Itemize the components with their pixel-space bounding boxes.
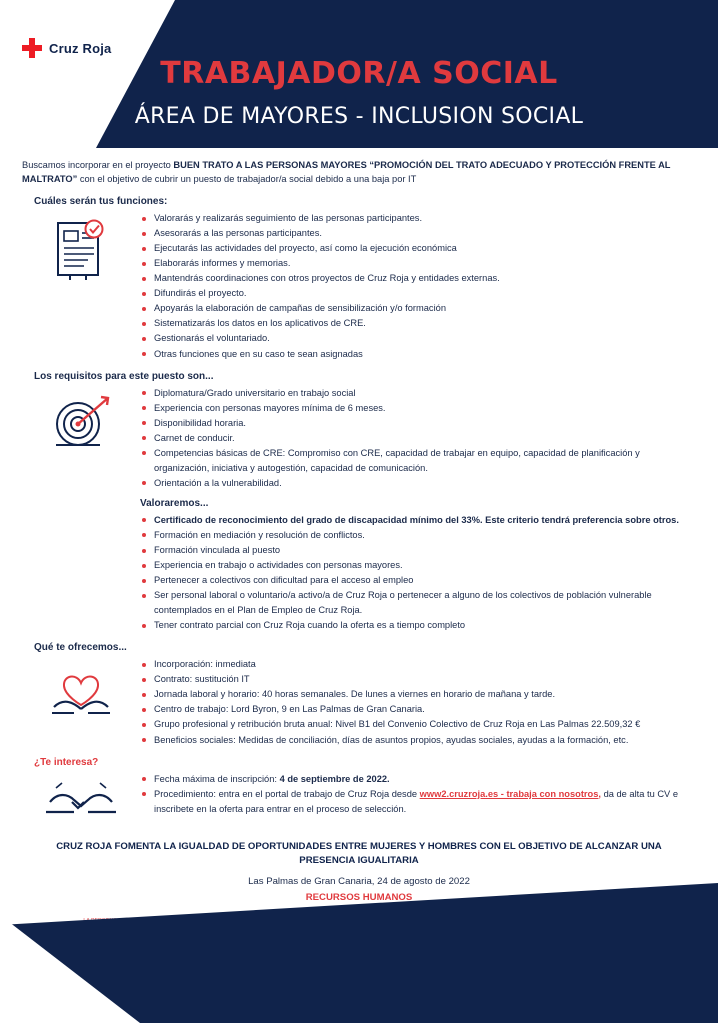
list-item: Carnet de conducir. <box>140 431 696 446</box>
intro-project-name: BUEN TRATO A LAS PERSONAS MAYORES “PROMOCIÓN DEL TRATO ADECUADO Y PROTECCIÓN FRENTE AL MALTRATO” <box>22 160 671 185</box>
equality-statement: CRUZ ROJA FOMENTA LA IGUALDAD DE OPORTUNIDADES ENTRE MUJERES Y HOMBRES CON EL OBJETIVO DE ALCANZAR UNA PRESENCIA IGUALITARIA <box>56 840 662 866</box>
list-item: Valorarás y realizarás seguimiento de las personas participantes. <box>140 211 696 226</box>
document-checklist-icon <box>22 211 140 283</box>
list-item: Incorporación: inmediata <box>140 657 696 672</box>
list-item: Formación vinculada al puesto <box>140 543 696 558</box>
list-item: Sistematizarás los datos en los aplicativos de CRE. <box>140 316 696 331</box>
list-item: Centro de trabajo: Lord Byron, 9 en Las Palmas de Gran Canaria. <box>140 702 696 717</box>
section-interesa <box>22 757 696 826</box>
section-requisitos-title: Los requisitos para este puesto son... <box>34 370 214 382</box>
place-date: Las Palmas de Gran Canaria, 24 de agosto de 2022 <box>248 876 470 888</box>
valoraremos-list <box>140 513 696 633</box>
list-item: Diplomatura/Grado universitario en trabajo social <box>140 386 696 401</box>
department-label: RECURSOS HUMANOS <box>305 892 413 904</box>
list-item-deadline <box>140 772 696 787</box>
list-item: Mantendrás coordinaciones con otros proyectos de Cruz Roja y entidades externas. <box>140 271 696 286</box>
list-item: Competencias básicas de CRE: Compromiso con CRE, capacidad de trabajar en equipo, capacidad de planificación y organización, iniciativa y autogestión, capacidad de comunicación. <box>140 446 696 476</box>
list-item: Pertenecer a colectivos con dificultad para el acceso al empleo <box>140 573 696 588</box>
intro-text-before: Buscamos incorporar en el proyecto <box>22 160 174 170</box>
section-interesa-title: ¿Te interesa? <box>34 756 99 768</box>
target-arrow-icon <box>22 386 140 452</box>
deadline-label: Fecha máxima de inscripción: <box>154 773 280 784</box>
list-item: Orientación a la vulnerabilidad. <box>140 476 696 491</box>
poster-header <box>0 0 718 148</box>
valoraremos-item-highlight: Certificado de reconocimiento del grado de discapacidad mínimo del 33%. Este criterio tendrá preferencia sobre otros. <box>154 514 679 525</box>
brand-name: Cruz Roja <box>49 40 112 56</box>
procedure-prefix: Procedimiento: entra en el portal de trabajo de Cruz Roja desde <box>154 788 420 799</box>
section-ofrecemos <box>22 642 696 747</box>
list-item: Ser personal laboral o voluntario/a activo/a de Cruz Roja o pertenecer a alguno de los colectivos de población vulnerable contemplados en el Plan de Empleo de Cruz Roja. <box>140 588 696 618</box>
list-item-procedure <box>140 787 696 817</box>
list-item: Difundirás el proyecto. <box>140 286 696 301</box>
handshake-icon <box>22 772 140 826</box>
cruz-roja-logo <box>22 38 111 58</box>
list-item: Apoyarás la elaboración de campañas de sensibilización y/o formación <box>140 301 696 316</box>
section-requisitos <box>22 371 696 634</box>
page-title: TRABAJADOR/A SOCIAL <box>160 56 558 91</box>
list-item: Jornada laboral y horario: 40 horas semanales. De lunes a viernes en horario de mañana y tarde. <box>140 687 696 702</box>
list-item: Elaborarás informes y memorias. <box>140 256 696 271</box>
handshake-heart-icon <box>22 657 140 721</box>
list-item: Contrato: sustitución IT <box>140 672 696 687</box>
section-funciones-title: Cuáles serán tus funciones: <box>34 196 168 208</box>
procedure-suffix: da de alta tu CV e inscribete en la oferta para entrar en el proceso de selección. <box>154 788 678 814</box>
interesa-list <box>140 772 696 817</box>
page-subtitle: ÁREA DE MAYORES - INCLUSION SOCIAL <box>134 104 584 129</box>
red-cross-icon <box>22 38 42 58</box>
section-valoraremos-title: Valoraremos... <box>140 497 209 509</box>
list-item: Beneficios sociales: Medidas de conciliación, días de asuntos propios, ayudas sociales, ayudas a la formación, etc. <box>140 733 696 748</box>
list-item: Grupo profesional y retribución bruta anual: Nivel B1 del Convenio Colectivo de Cruz Roja en Las Palmas 22.509,32 € <box>140 717 696 732</box>
deadline-value: 4 de septiembre de 2022. <box>279 773 390 784</box>
funciones-list <box>140 211 696 361</box>
list-item: Asesorarás a las personas participantes. <box>140 226 696 241</box>
section-funciones <box>22 196 696 361</box>
intro-paragraph <box>22 158 696 187</box>
cruzroja-portal-link[interactable]: www2.cruzroja.es - trabaja con nosotros, <box>419 788 601 799</box>
list-item: Formación en mediación y resolución de conflictos. <box>140 528 696 543</box>
list-item <box>140 513 696 528</box>
poster-body <box>0 158 718 934</box>
ofrecemos-list <box>140 657 696 747</box>
list-item: Otras funciones que en su caso te sean asignadas <box>140 347 696 362</box>
list-item: Tener contrato parcial con Cruz Roja cuando la oferta es a tiempo completo <box>140 618 696 633</box>
requisitos-list <box>140 386 696 491</box>
list-item: Gestionarás el voluntariado. <box>140 331 696 346</box>
intro-text-after: con el objetivo de cubrir un puesto de trabajador/a social debido a una baja por IT <box>77 174 417 185</box>
list-item: Experiencia con personas mayores mínima de 6 meses. <box>140 401 696 416</box>
section-ofrecemos-title: Qué te ofrecemos... <box>34 642 127 654</box>
list-item: Disponibilidad horaria. <box>140 416 696 431</box>
list-item: Experiencia en trabajo o actividades con personas mayores. <box>140 558 696 573</box>
list-item: Ejecutarás las actividades del proyecto, así como la ejecución económica <box>140 241 696 256</box>
